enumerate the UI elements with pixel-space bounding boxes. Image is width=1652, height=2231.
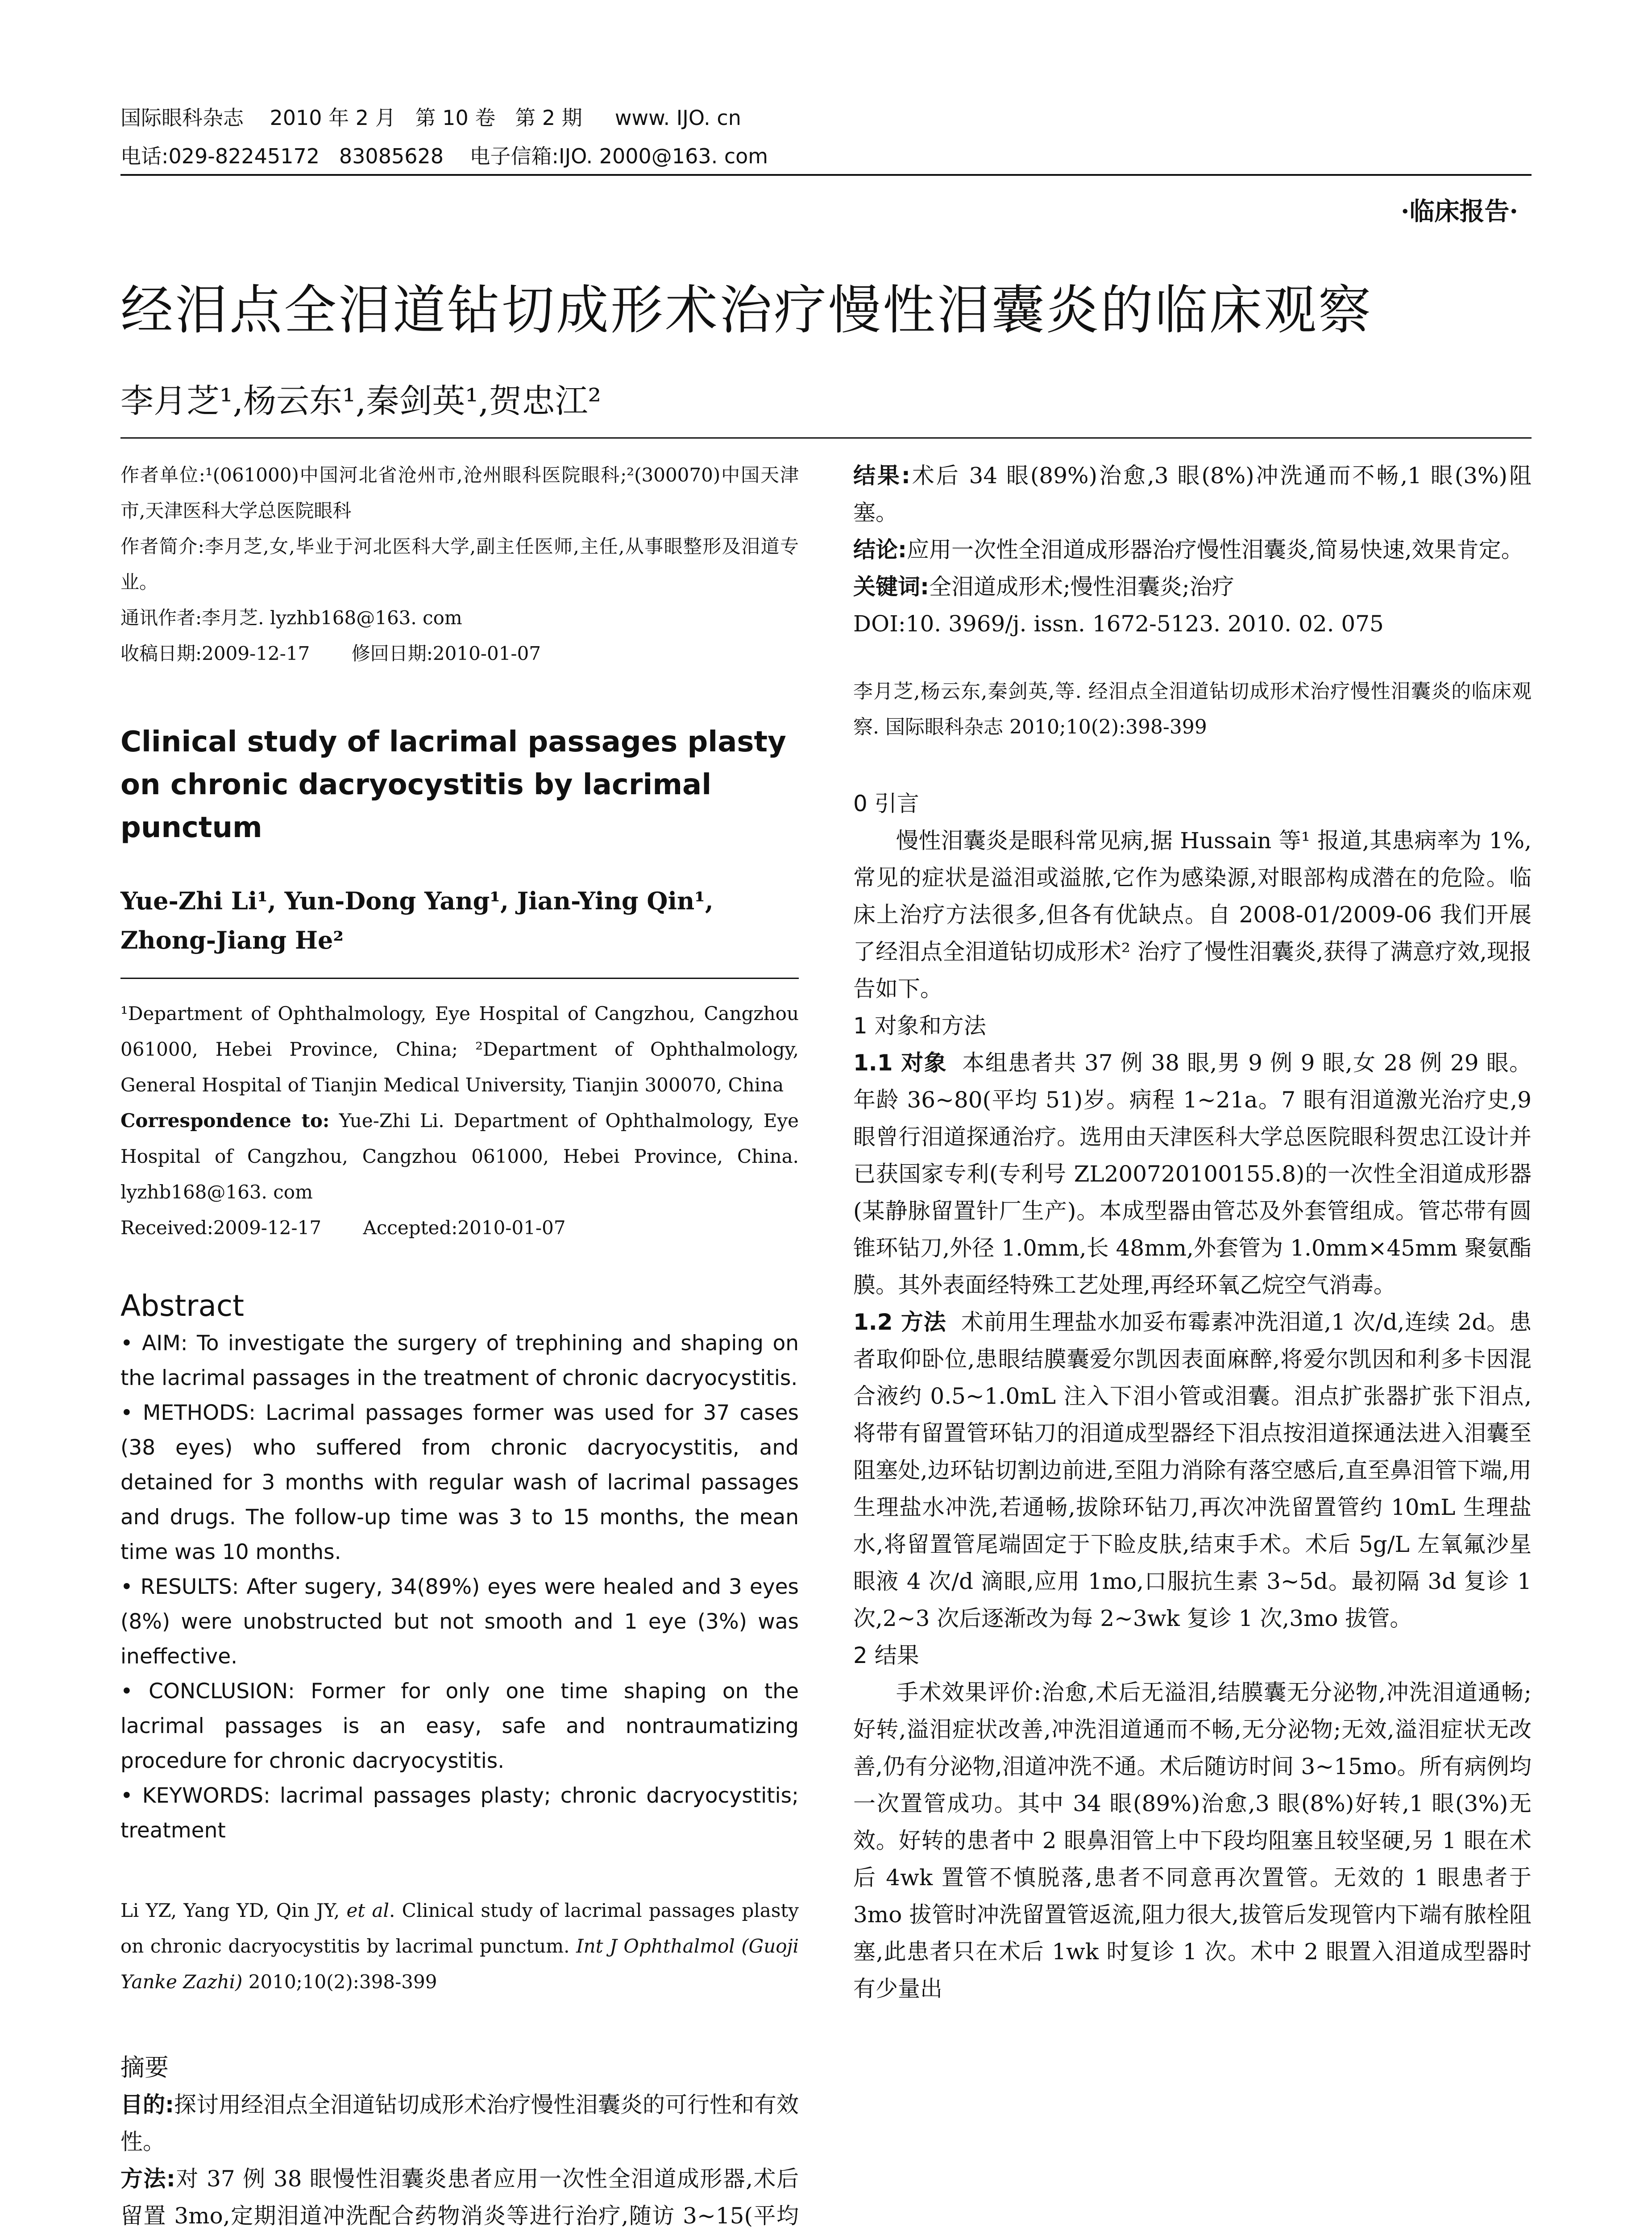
citation-etal: et al (346, 1899, 389, 1921)
received-dates-en: Received:2009-12-17 Accepted:2010-01-07 (120, 1217, 566, 1239)
english-authors: Yue-Zhi Li¹, Yun-Dong Yang¹, Jian-Ying Qin¹, Zhong-Jiang He² (120, 887, 714, 954)
correspondence-text: Yue-Zhi Li. Department of Ophthalmology, Eye Hospital of Cangzhou, Cangzhou 061000, Hebei Province, China. lyzhb168@163. com (120, 1110, 799, 1203)
english-title: Clinical study of lacrimal passages plasty on chronic dacryocystitis by lacrimal punctum (120, 726, 786, 844)
chinese-citation: 李月芝,杨云东,秦剑英,等. 经泪点全泪道钻切成形术治疗慢性泪囊炎的临床观察. 国际眼科杂志 2010;10(2):398-399 (853, 680, 1532, 738)
section-1-1-label: 1.1 对象 (853, 1050, 947, 1076)
author-bio: 作者简介:李月芝,女,毕业于河北医科大学,副主任医师,主任,从事眼整形及泪道专业。 (120, 535, 799, 593)
affiliation-block-cn (120, 457, 799, 672)
left-column (120, 457, 799, 2231)
section-2-paragraph: 手术效果评价:治愈,术后无溢泪,结膜囊无分泌物,冲洗泪道通畅;好转,溢泪症状改善,冲洗泪道通而不畅,无分泌物;无效,溢泪症状无改善,仍有分泌物,泪道冲洗不通。术后随访时间 3~15mo。所有病例均一次置管成功。其中 34 眼(89%)治愈,3 眼(8%)好转,1 眼(3%)无效。好转的患者中 2 眼鼻泪管上中下段均阻塞且较坚硬,另 1 眼在术后 4wk 置管不慎脱落,患者不同意再次置管。无效的 1 眼患者于 3mo 拔管时冲洗留置管返流,阻力很大,拔管后发现管内下端有脓栓阻塞,此患者只在术后 1wk 时复诊 1 次。术中 2 眼置入泪道成型器时有少量出 (853, 1679, 1532, 2002)
conclusion-label: 结论: (853, 537, 907, 563)
body-text (853, 785, 1532, 2007)
english-affiliation: ¹Department of Ophthalmology, Eye Hospital of Cangzhou, Cangzhou 061000, Hebei Province, China; ²Department of Ophthalmology, General Hospital of Tianjin Medical University, Tianjin 300070, China (120, 1003, 799, 1096)
keywords-text: 全泪道成形术;慢性泪囊炎;治疗 (929, 574, 1234, 600)
abstract-results: • RESULTS: After sugery, 34(89%) eyes were healed and 3 eyes (8%) were unobstructed but not smooth and 1 eye (3%) was ineffective. (120, 1575, 799, 1669)
conclusion-text: 应用一次性全泪道成形器治疗慢性泪囊炎,简易快速,效果肯定。 (907, 537, 1523, 563)
doi: DOI:10. 3969/j. issn. 1672-5123. 2010. 02. 075 (853, 611, 1384, 637)
abstract-methods: • METHODS: Lacrimal passages former was used for 37 cases (38 eyes) who suffered from chronic dacryocystitis, and detained for 3 months with regular wash of lacrimal passages and drugs. The follow-up time was 3 to 15 months, the mean time was 10 months. (120, 1401, 799, 1564)
section-1-2-label: 1.2 方法 (853, 1309, 946, 1335)
header-rule (120, 174, 1532, 176)
method-label: 方法: (120, 2166, 175, 2192)
section-1-2-text: 术前用生理盐水加妥布霉素冲洗泪道,1 次/d,连续 2d。患者取仰卧位,患眼结膜囊爱尔凯因表面麻醉,将爱尔凯因和利多卡因混合液约 0.5~1.0mL 注入下泪小管或泪囊。泪点扩张器扩张下泪点,将带有留置管环钻刀的泪道成型器经下泪点按泪道探通法进入泪囊至阻塞处,边环钻切割边前进,至阻力消除有落空感后,直至鼻泪管下端,用生理盐水冲洗,若通畅,拔除环钻刀,再次冲洗留置管约 10mL 生理盐水,将留置管尾端固定于下睑皮肤,结束手术。术后 5g/L 左氧氟沙星眼液 4 次/d 滴眼,应用 1mo,口服抗生素 3~5d。最初隔 3d 复诊 1 次,2~3 次后逐渐改为每 2~3wk 复诊 1 次,3mo 拔管。 (853, 1309, 1532, 1631)
chinese-abstract-heading: 摘要 (120, 2053, 169, 2082)
section-0-paragraph: 慢性泪囊炎是眼科常见病,据 Hussain 等¹ 报道,其患病率为 1%,常见的症状是溢泪或溢脓,它作为感染源,对眼部构成潜在的危险。临床上治疗方法很多,但各有优缺点。自 2008-01/2009-06 我们开展了经泪点全泪道钻切成形术² 治疗了慢性泪囊炎,获得了满意疗效,现报告如下。 (853, 828, 1532, 1002)
author-list: 李月芝¹,杨云东¹,秦剑英¹,贺忠江² (120, 382, 602, 420)
correspondence-label: Correspondence to: (120, 1110, 330, 1132)
section-1-1-paragraph (853, 1045, 1532, 1304)
corresponding-author: 通讯作者:李月芝. lyzhb168@163. com (120, 607, 462, 629)
chinese-abstract-purpose (120, 2086, 799, 2161)
result-label: 结果: (853, 463, 910, 489)
method-text: 对 37 例 38 眼慢性泪囊炎患者应用一次性全泪道成形器,术后留置 3mo,定期泪道冲洗配合药物消炎等进行治疗,随访 3~15(平均 (120, 2166, 799, 2229)
abstract-conclusion: • CONCLUSION: Former for only one time shaping on the lacrimal passages is an easy, safe and nontraumatizing procedure for chronic dacryocystitis. (120, 1679, 799, 1773)
abstract-heading: Abstract (120, 1289, 245, 1323)
section-1-1-text: 本组患者共 37 例 38 眼,男 9 例 9 眼,女 28 例 29 眼。年龄 36~80(平均 51)岁。病程 1~21a。7 眼有泪道激光治疗史,9 眼曾行泪道探通治疗。选用由天津医科大学总医院眼科贺忠江设计并已获国家专利(专利号 ZL200720100155.8)的一次性全泪道成形器(某静脉留置针厂生产)。本成型器由管芯及外套管组成。管芯带有圆锥环钻刀,外径 1.0mm,长 48mm,外套管为 1.0mm×45mm 聚氨酯膜。其外表面经特殊工艺处理,再经环氧乙烷空气消毒。 (853, 1050, 1532, 1298)
affiliation-text: 作者单位:¹(061000)中国河北省沧州市,沧州眼科医院眼科;²(300070)中国天津市,天津医科大学总医院眼科 (120, 464, 799, 522)
purpose-label: 目的: (120, 2092, 174, 2118)
journal-header-line2: 电话:029-82245172 83085628 电子信箱:IJO. 2000@163. com (120, 144, 768, 168)
article-title: 经泪点全泪道钻切成形术治疗慢性泪囊炎的临床观察 (120, 279, 1373, 341)
chinese-abstract-method (120, 2161, 799, 2231)
section-1-2-paragraph (853, 1304, 1532, 1637)
section-2-heading: 2 结果 (853, 1642, 919, 1668)
english-affiliation-block (120, 996, 799, 1246)
keywords-label: 关键词: (853, 574, 929, 600)
abstract-aim: • AIM: To investigate the surgery of trephining and shaping on the lacrimal passages in the treatment of chronic dacryocystitis. (120, 1331, 799, 1390)
chinese-abstract-conclusion (853, 531, 1532, 568)
citation-title: . Clinical study of lacrimal passages plasty on chronic dacryocystitis by lacrimal punctum. (120, 1899, 799, 1957)
citation-journal: Int J Ophthalmol (Guoji Yanke Zazhi) (120, 1935, 799, 1993)
english-citation (120, 1893, 799, 2000)
abstract-keywords: • KEYWORDS: lacrimal passages plasty; chronic dacryocystitis; treatment (120, 1783, 799, 1843)
title-rule (120, 437, 1532, 439)
received-dates-cn: 收稿日期:2009-12-17 修回日期:2010-01-07 (120, 643, 541, 664)
journal-header-line1: 国际眼科杂志 2010 年 2 月 第 10 卷 第 2 期 www. IJO. cn (120, 106, 741, 130)
result-text: 术后 34 眼(89%)治愈,3 眼(8%)冲洗通而不畅,1 眼(3%)阻塞。 (853, 463, 1532, 526)
english-authors-rule (120, 978, 799, 979)
chinese-keywords (853, 568, 1532, 605)
section-0-heading: 0 引言 (853, 791, 919, 817)
english-abstract (120, 1326, 799, 1848)
chinese-abstract-result (853, 457, 1532, 531)
purpose-text: 探讨用经泪点全泪道钻切成形术治疗慢性泪囊炎的可行性和有效性。 (120, 2092, 799, 2155)
correspondence (120, 1103, 799, 1210)
right-column (853, 457, 1532, 2007)
citation-authors: Li YZ, Yang YD, Qin JY, (120, 1899, 347, 1921)
section-tag: ·临床报告· (1401, 197, 1518, 226)
citation-volume: 2010;10(2):398-399 (242, 1971, 437, 1993)
section-1-heading: 1 对象和方法 (853, 1013, 986, 1039)
